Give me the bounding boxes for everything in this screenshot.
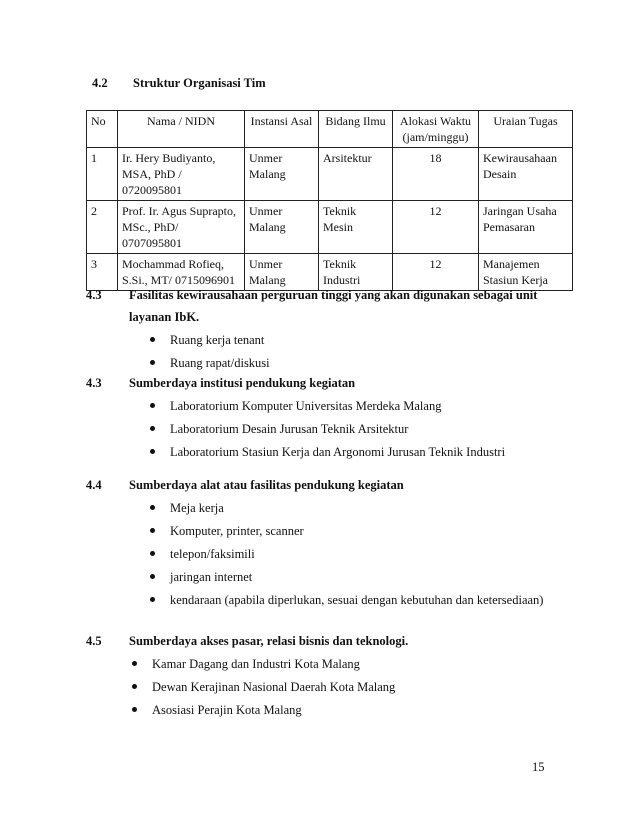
bullet-icon — [132, 707, 137, 712]
page-number: 15 — [532, 760, 545, 774]
section-title: Sumberdaya akses pasar, relasi bisnis dan teknologi. — [129, 634, 409, 648]
section-number: 4.2 — [92, 76, 108, 90]
cell-alokasi: 12 — [393, 254, 479, 291]
cell-instansi: Unmer Malang — [245, 201, 319, 254]
section-title: Sumberdaya institusi pendukung kegiatan — [129, 376, 356, 390]
section-number: 4.5 — [86, 634, 102, 648]
bullet-icon — [150, 597, 155, 602]
cell-no: 3 — [87, 254, 118, 291]
cell-bidang: Teknik Mesin — [319, 201, 393, 254]
cell-alokasi: 18 — [393, 148, 479, 201]
header-tugas: Uraian Tugas — [479, 111, 573, 148]
cell-no: 2 — [87, 201, 118, 254]
section-number: 4.3 — [86, 288, 102, 302]
cell-no: 1 — [87, 148, 118, 201]
bullet-icon — [150, 574, 155, 579]
cell-tugas: Jaringan Usaha Pemasaran — [479, 201, 573, 254]
table-row — [87, 201, 573, 254]
bullet-icon — [150, 360, 155, 365]
table-row — [87, 254, 573, 291]
cell-nama: Prof. Ir. Agus Suprapto, MSc., PhD/ 0707095801 — [118, 201, 245, 254]
bullet-icon — [150, 337, 155, 342]
cell-instansi: Unmer Malang — [245, 254, 319, 291]
cell-nama: Mochammad Rofieq, S.Si., MT/ 0715096901 — [118, 254, 245, 291]
bullet-icon — [150, 528, 155, 533]
cell-instansi: Unmer Malang — [245, 148, 319, 201]
team-structure-table — [86, 110, 573, 291]
header-no: No — [87, 111, 118, 148]
header-bidang: Bidang Ilmu — [319, 111, 393, 148]
section-number: 4.3 — [86, 376, 102, 390]
section-title: Struktur Organisasi Tim — [133, 76, 266, 90]
bullet-icon — [150, 426, 155, 431]
bullet-icon — [150, 403, 155, 408]
document-page: 4.2 Struktur Organisasi Tim No Nama / NIDN Instansi Asal Bidang Ilmu Alokasi Waktu (jam/minggu) Uraian Tugas 1 Ir. Hery Budiyanto, MSA, PhD / 0720095801 Unmer Malang Arsitektur 18 Kewirausahaan Desain 2 Prof. Ir. Agus Suprapto, MSc., PhD/ 0707095801 Unmer Malang Teknik Mesin 12 Jaringan Usaha Pemasaran 3 Mochammad Rofieq, S.Si., MT/ 0715096901 Unmer Malang Teknik Industri 12 Manajemen Stasiun Kerja 4.3 Fasilitas kewirausahaan perguruan tinggi yang akan digunakan sebagai unit layanan IbK. Ruang kerja tenant Ruang rapat/diskusi 4.3 Sumberdaya institusi pendukung kegiatan Laboratorium Komputer Universitas Merdeka Malang Laboratorium Desain Jurusan Teknik Arsitektur Laboratorium Stasiun Kerja dan Argonomi Jurusan Teknik Industri 4.4 Sumberdaya alat atau fasilitas pendukung kegiatan Meja kerja Komputer, printer, scanner telepon/faksimili jaringan internet kendaraan (apabila diperlukan, sesuai dengan kebutuhan dan ketersediaan) 4.5 Sumberdaya akses pasar, relasi bisnis dan teknologi. Kamar Dagang dan Industri Kota Malang Dewan Kerajinan Nasional Daerah Kota Malang Asosiasi Perajin Kota Malang 15 — [0, 0, 638, 826]
cell-tugas: Kewirausahaan Desain — [479, 148, 573, 201]
header-nama: Nama / NIDN — [118, 111, 245, 148]
section-number: 4.4 — [86, 478, 102, 492]
bullet-icon — [150, 505, 155, 510]
cell-bidang: Arsitektur — [319, 148, 393, 201]
bullet-icon — [132, 661, 137, 666]
cell-bidang: Teknik Industri — [319, 254, 393, 291]
cell-nama: Ir. Hery Budiyanto, MSA, PhD / 0720095801 — [118, 148, 245, 201]
header-alokasi: Alokasi Waktu (jam/minggu) — [393, 111, 479, 148]
section-title-line1: Fasilitas kewirausahaan perguruan tinggi yang akan digunakan sebagai unit — [129, 288, 538, 302]
cell-tugas: Manajemen Stasiun Kerja — [479, 254, 573, 291]
section-title: Sumberdaya alat atau fasilitas pendukung kegiatan — [129, 478, 404, 492]
cell-alokasi: 12 — [393, 201, 479, 254]
bullet-icon — [150, 551, 155, 556]
table-row — [87, 148, 573, 201]
section-title-line2: layanan IbK. — [129, 310, 200, 324]
table-header-row — [87, 111, 573, 148]
bullet-icon — [150, 449, 155, 454]
bullet-icon — [132, 684, 137, 689]
header-instansi: Instansi Asal — [245, 111, 319, 148]
